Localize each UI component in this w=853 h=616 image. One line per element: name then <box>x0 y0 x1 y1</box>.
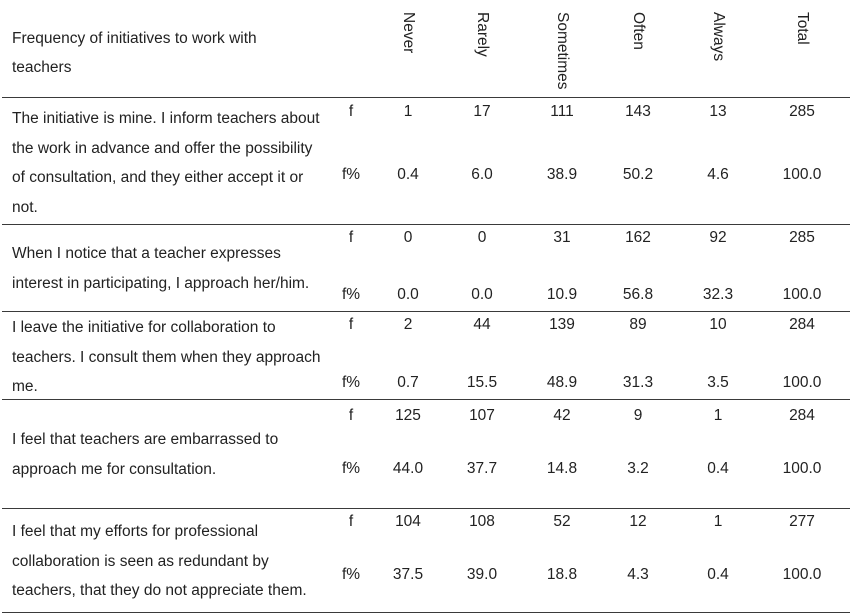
table-cell-f: 92 <box>709 229 727 246</box>
table-cell-percent: 31.3 <box>622 374 654 391</box>
stat-label-f: f <box>348 316 354 333</box>
column-header-never: Never <box>400 12 417 54</box>
table-cell-f: 1 <box>403 103 413 120</box>
table-cell-f: 52 <box>553 513 571 530</box>
table-cell-f: 0 <box>477 229 487 246</box>
table-cell-percent: 38.9 <box>546 166 578 183</box>
table-cell-percent: 39.0 <box>466 566 498 583</box>
stat-label-f: f <box>348 513 354 530</box>
table-cell-percent: 32.3 <box>702 286 734 303</box>
table-cell-percent: 4.3 <box>627 566 649 583</box>
column-header-total: Total <box>794 12 811 45</box>
table-cell-f: 17 <box>473 103 491 120</box>
table-title: Frequency of initiatives to work with teachers <box>12 30 257 76</box>
table-cell-f: 284 <box>789 316 815 333</box>
table-cell-percent: 100.0 <box>782 286 822 303</box>
table-cell-f: 125 <box>395 407 421 424</box>
stat-label-f: f <box>348 229 354 246</box>
table-cell-percent: 48.9 <box>546 374 578 391</box>
row-label: When I notice that a teacher expresses interest in participating, I approach her/him. <box>12 245 310 292</box>
table-cell-f: 10 <box>709 316 727 333</box>
row-divider <box>2 224 850 225</box>
table-cell-percent: 18.8 <box>546 566 578 583</box>
stat-label-percent: f% <box>341 460 361 477</box>
table-cell-percent: 4.6 <box>707 166 729 183</box>
table-cell-percent: 100.0 <box>782 566 822 583</box>
table-cell-percent: 0.0 <box>397 286 419 303</box>
column-header-rarely: Rarely <box>474 12 491 57</box>
table-cell-f: 104 <box>395 513 421 530</box>
table-cell-f: 0 <box>403 229 413 246</box>
table-cell-f: 13 <box>709 103 727 120</box>
row-divider <box>2 612 850 613</box>
row-label: I leave the initiative for collaboration to teachers. I consult them when they approach me. <box>12 319 321 395</box>
table-cell-percent: 3.2 <box>627 460 649 477</box>
table-cell-percent: 0.4 <box>707 566 729 583</box>
stat-label-percent: f% <box>341 166 361 183</box>
table-cell-f: 162 <box>625 229 651 246</box>
table-cell-f: 139 <box>549 316 575 333</box>
table-cell-f: 9 <box>633 407 643 424</box>
table-cell-percent: 6.0 <box>471 166 493 183</box>
stat-label-f: f <box>348 407 354 424</box>
table-cell-f: 12 <box>629 513 647 530</box>
table-cell-percent: 50.2 <box>622 166 654 183</box>
table-cell-percent: 15.5 <box>466 374 498 391</box>
row-divider <box>2 311 850 312</box>
column-header-often: Often <box>630 12 647 50</box>
table-cell-percent: 56.8 <box>622 286 654 303</box>
row-divider <box>2 97 850 98</box>
table-cell-f: 143 <box>625 103 651 120</box>
stat-label-percent: f% <box>341 566 361 583</box>
table-cell-f: 44 <box>473 316 491 333</box>
table-cell-percent: 14.8 <box>546 460 578 477</box>
table-cell-f: 285 <box>789 229 815 246</box>
table-cell-f: 277 <box>789 513 815 530</box>
table-cell-percent: 3.5 <box>707 374 729 391</box>
column-header-always: Always <box>710 12 727 62</box>
table-cell-f: 42 <box>553 407 571 424</box>
table-cell-percent: 0.4 <box>397 166 419 183</box>
row-label: I feel that teachers are embarrassed to approach me for consultation. <box>12 431 279 478</box>
stat-label-f: f <box>348 103 354 120</box>
table-cell-percent: 0.4 <box>707 460 729 477</box>
table-cell-percent: 37.7 <box>466 460 498 477</box>
table-cell-f: 111 <box>550 103 574 120</box>
table-cell-percent: 37.5 <box>392 566 424 583</box>
table-cell-percent: 0.0 <box>471 286 493 303</box>
table-cell-percent: 100.0 <box>782 166 822 183</box>
row-label: The initiative is mine. I inform teachers about the work in advance and offer the possibility of consultation, and they either accept it or not. <box>12 110 320 216</box>
table-cell-percent: 44.0 <box>392 460 424 477</box>
table-cell-f: 285 <box>789 103 815 120</box>
column-header-sometimes: Sometimes <box>554 12 571 90</box>
table-cell-f: 1 <box>713 513 723 530</box>
table-cell-f: 284 <box>789 407 815 424</box>
table-cell-f: 107 <box>469 407 495 424</box>
table-cell-f: 1 <box>713 407 723 424</box>
table-cell-f: 31 <box>553 229 571 246</box>
stat-label-percent: f% <box>341 374 361 391</box>
row-label: I feel that my efforts for professional collaboration is seen as redundant by teachers, that they do not appreciate them. <box>12 523 307 599</box>
row-divider <box>2 508 850 509</box>
table-cell-percent: 10.9 <box>546 286 578 303</box>
stat-label-percent: f% <box>341 286 361 303</box>
table-cell-f: 89 <box>629 316 647 333</box>
table-cell-percent: 0.7 <box>397 374 419 391</box>
table-cell-f: 2 <box>403 316 413 333</box>
table-cell-f: 108 <box>469 513 495 530</box>
table-cell-percent: 100.0 <box>782 374 822 391</box>
table-cell-percent: 100.0 <box>782 460 822 477</box>
